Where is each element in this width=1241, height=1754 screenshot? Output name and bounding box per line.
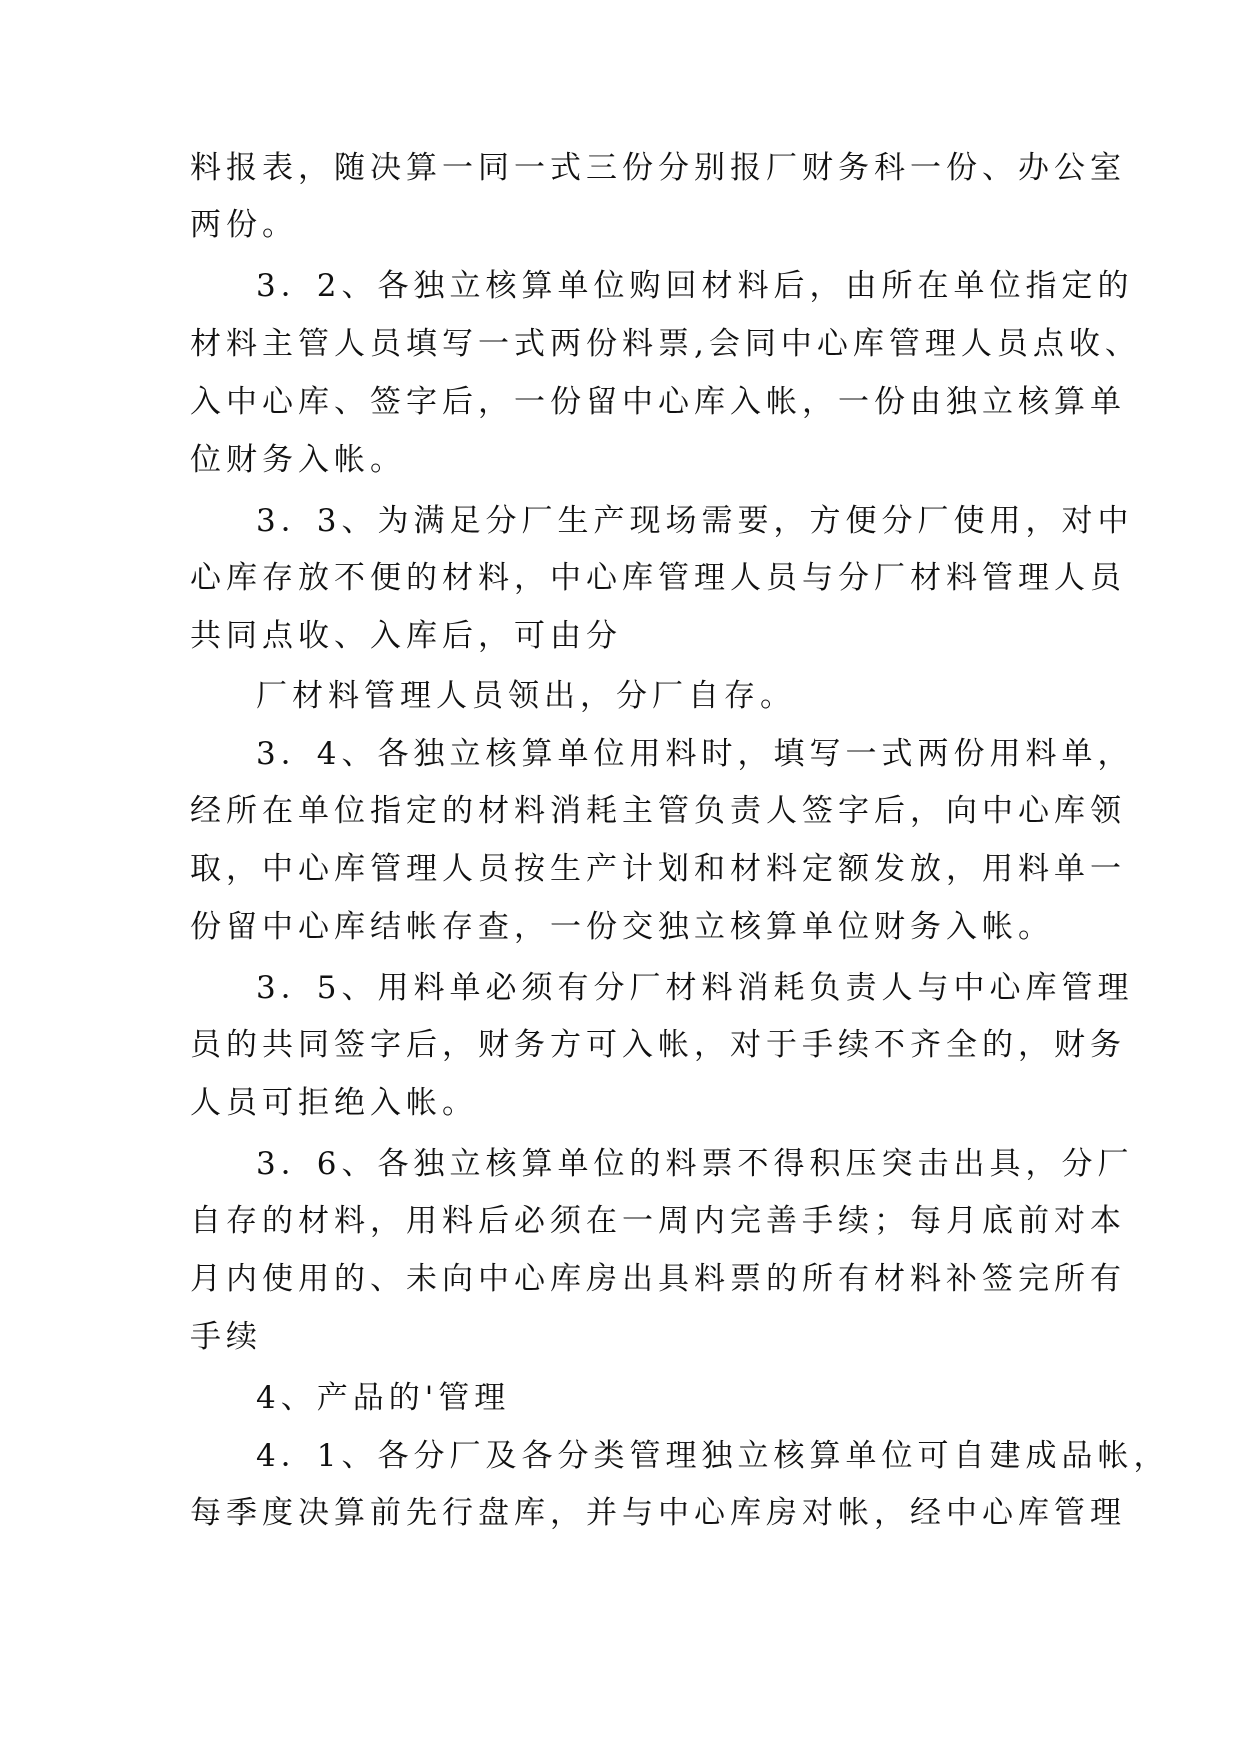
text-line-21: 手续 [190,1319,262,1355]
text-line-7: 3．3、为满足分厂生产现场需要，方便分厂使用，对中 [256,503,1134,539]
text-line-2: 两份。 [190,207,298,243]
text-line-11: 3．4、各独立核算单位用料时，填写一式两份用料单， [256,736,1134,772]
text-line-22: 4、产品的'管理 [256,1380,511,1416]
text-line-16: 员的共同签字后，财务方可入帐，对于手续不齐全的，财务 [190,1027,1126,1063]
text-line-12: 经所在单位指定的材料消耗主管负责人签字后，向中心库领 [190,793,1126,829]
text-line-3: 3．2、各独立核算单位购回材料后，由所在单位指定的 [256,268,1134,304]
text-line-6: 位财务入帐。 [190,442,406,478]
text-line-10: 厂材料管理人员领出，分厂自存。 [256,678,796,714]
text-line-5: 入中心库、签字后，一份留中心库入帐，一份由独立核算单 [190,384,1126,420]
text-line-20: 月内使用的、未向中心库房出具料票的所有材料补签完所有 [190,1261,1126,1297]
text-line-17: 人员可拒绝入帐。 [190,1085,478,1121]
text-line-18: 3．6、各独立核算单位的料票不得积压突击出具，分厂 [256,1146,1134,1182]
text-line-1: 料报表，随决算一同一式三份分别报厂财务科一份、办公室 [190,150,1126,186]
text-line-14: 份留中心库结帐存查，一份交独立核算单位财务入帐。 [190,909,1054,945]
text-line-19: 自存的材料，用料后必须在一周内完善手续；每月底前对本 [190,1203,1126,1239]
text-line-8: 心库存放不便的材料，中心库管理人员与分厂材料管理人员 [190,560,1126,596]
text-line-4: 材料主管人员填写一式两份料票,会同中心库管理人员点收、 [190,326,1141,362]
text-line-13: 取，中心库管理人员按生产计划和材料定额发放，用料单一 [190,851,1126,887]
text-line-9: 共同点收、入库后，可由分 [190,618,622,654]
text-line-15: 3．5、用料单必须有分厂材料消耗负责人与中心库管理 [256,970,1134,1006]
text-line-24: 每季度决算前先行盘库，并与中心库房对帐，经中心库管理 [190,1495,1126,1531]
text-line-23: 4．1、各分厂及各分类管理独立核算单位可自建成品帐， [256,1438,1170,1474]
